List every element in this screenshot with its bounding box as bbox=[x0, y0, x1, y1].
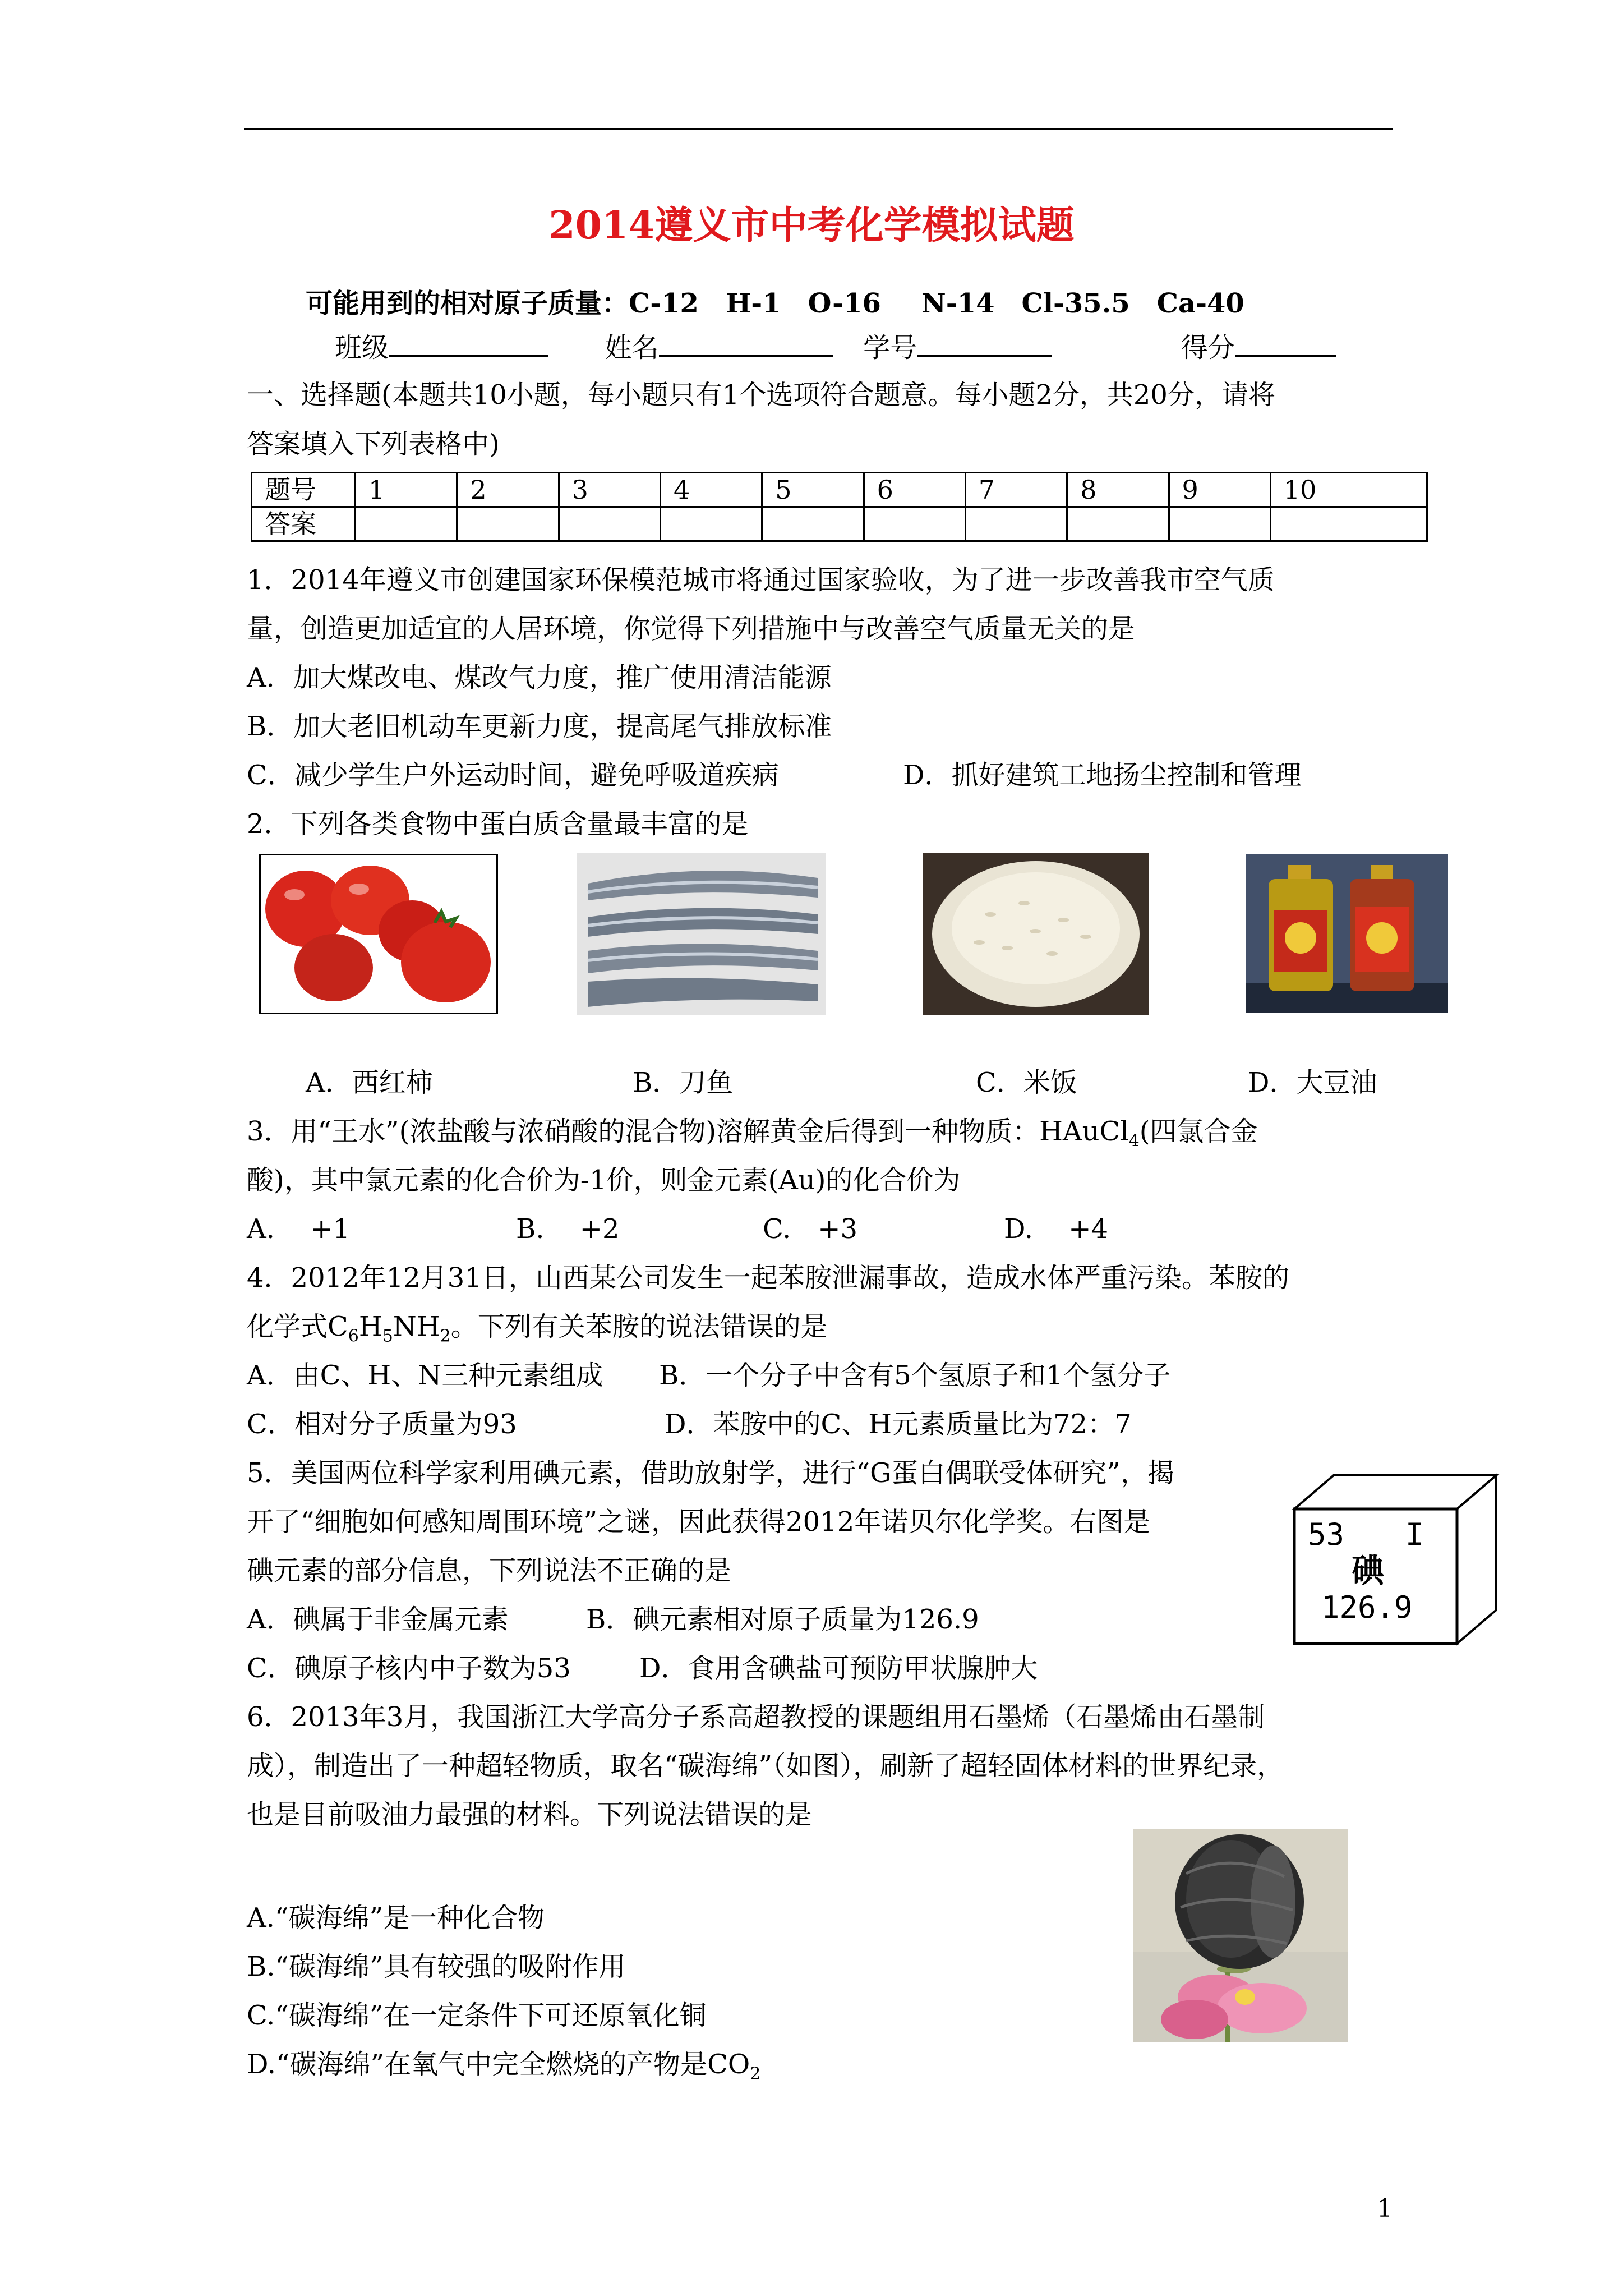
q4-subscript: 5 bbox=[382, 1326, 393, 1346]
question-number-cell: 7 bbox=[965, 473, 1067, 507]
atomic-mass-item: H-1 bbox=[725, 288, 781, 319]
number-blank[interactable] bbox=[917, 328, 1052, 357]
table-row bbox=[252, 507, 1427, 541]
answer-cell[interactable] bbox=[457, 507, 559, 541]
answer-cell[interactable] bbox=[762, 507, 864, 541]
q6-stem-line2: 成），制造出了一种超轻物质，取名“碳海绵”（如图），刷新了超轻固体材料的世界纪录， bbox=[247, 1750, 1284, 1782]
answer-cell[interactable] bbox=[356, 507, 457, 541]
name-blank[interactable] bbox=[659, 328, 833, 357]
atomic-mass-line bbox=[306, 287, 1244, 320]
answer-cell[interactable] bbox=[1270, 507, 1427, 541]
q1-option-a: A．加大煤改电、煤改气力度，推广使用清洁能源 bbox=[247, 662, 832, 693]
q4-subscript: 6 bbox=[348, 1326, 359, 1346]
answer-cell[interactable] bbox=[1067, 507, 1169, 541]
answer-cell[interactable] bbox=[1169, 507, 1270, 541]
q1-stem-line2: 量，创造更加适宜的人居环境，你觉得下列措施中与改善空气质量无关的是 bbox=[247, 613, 1136, 645]
info-fields bbox=[335, 328, 1336, 365]
q3-stem-text: (四氯合金 bbox=[1139, 1116, 1258, 1147]
q5-option-c: C．碘原子核内中子数为53 bbox=[247, 1653, 571, 1684]
name-label: 姓名 bbox=[605, 332, 659, 364]
q4-option-d: D．苯胺中的C、H元素质量比为72：7 bbox=[665, 1409, 1132, 1440]
q2-stem: 2．下列各类食物中蛋白质含量最丰富的是 bbox=[247, 808, 749, 840]
q5-stem-line1: 5．美国两位科学家利用碘元素，借助放射学，进行“G蛋白偶联受体研究”，揭 bbox=[247, 1457, 1174, 1489]
q1-option-d: D．抓好建筑工地扬尘控制和管理 bbox=[903, 760, 1302, 791]
question-number-cell: 1 bbox=[356, 473, 457, 507]
q4-option-c: C．相对分子质量为93 bbox=[247, 1409, 517, 1440]
atomic-mass-item: O-16 bbox=[808, 288, 881, 319]
q5-stem-line2: 开了“细胞如何感知周围环境”之谜，因此获得2012年诺贝尔化学奖。右图是 bbox=[247, 1506, 1151, 1538]
atomic-mass-item: Ca-40 bbox=[1156, 288, 1244, 319]
q4-stem-text: H bbox=[358, 1311, 382, 1342]
q6-option-c: C.“碳海绵”在一定条件下可还原氧化铜 bbox=[247, 2000, 707, 2031]
q3-option-a: A. +1 bbox=[247, 1213, 350, 1245]
q2-option-c: C．米饭 bbox=[976, 1067, 1077, 1098]
question-number-cell: 6 bbox=[864, 473, 965, 507]
q5-option-b: B．碘元素相对原子质量为126.9 bbox=[586, 1604, 979, 1635]
q6-option-d bbox=[247, 2047, 761, 2084]
score-blank[interactable] bbox=[1235, 328, 1336, 357]
q4-subscript: 2 bbox=[440, 1326, 451, 1346]
atomic-mass-label: 可能用到的相对原子质量： bbox=[306, 288, 629, 319]
q4-stem-line1: 4．2012年12月31日，山西某公司发生一起苯胺泄漏事故，造成水体严重污染。苯胺的 bbox=[247, 1262, 1289, 1294]
fish-image bbox=[577, 853, 826, 1015]
q3-option-c: C. +3 bbox=[763, 1213, 858, 1245]
q2-option-b: B．刀鱼 bbox=[633, 1067, 734, 1098]
q4-stem-text: 化学式C bbox=[247, 1311, 348, 1342]
q6-option-a: A.“碳海绵”是一种化合物 bbox=[247, 1902, 545, 1934]
header-rule bbox=[244, 128, 1393, 130]
q2-option-d: D．大豆油 bbox=[1248, 1067, 1377, 1098]
question-number-cell: 3 bbox=[559, 473, 660, 507]
question-number-cell: 5 bbox=[762, 473, 864, 507]
answer-table bbox=[251, 472, 1428, 542]
element-atomic-number: 53 bbox=[1308, 1517, 1345, 1552]
q6-option-d-text: D.“碳海绵”在氧气中完全燃烧的产物是CO bbox=[247, 2049, 750, 2080]
q2-option-a: A．西红柿 bbox=[306, 1067, 433, 1098]
q6-subscript: 2 bbox=[750, 2064, 761, 2084]
q5-option-d: D．食用含碘盐可预防甲状腺肿大 bbox=[639, 1653, 1038, 1684]
q1-stem-line1: 1．2014年遵义市创建国家环保模范城市将通过国家验收，为了进一步改善我市空气质 bbox=[247, 564, 1275, 596]
score-label: 得分 bbox=[1181, 332, 1235, 364]
page-title: 2014遵义市中考化学模拟试题 bbox=[548, 203, 1075, 248]
answer-cell[interactable] bbox=[660, 507, 762, 541]
q3-option-d: D. +4 bbox=[1004, 1213, 1109, 1245]
iodine-element-card bbox=[1272, 1470, 1507, 1655]
section1-line1: 一、选择题(本题共10小题，每小题只有1个选项符合题意。每小题2分，共20分，请将 bbox=[247, 379, 1275, 411]
q1-option-b: B．加大老旧机动车更新力度，提高尾气排放标准 bbox=[247, 711, 832, 742]
q3-stem-line1 bbox=[247, 1115, 1258, 1151]
atomic-mass-item: N-14 bbox=[921, 288, 995, 319]
q6-option-b: B.“碳海绵”具有较强的吸附作用 bbox=[247, 1951, 626, 1982]
table-row-label: 题号 bbox=[252, 473, 356, 507]
element-symbol: I bbox=[1405, 1517, 1424, 1552]
q3-subscript: 4 bbox=[1128, 1131, 1140, 1151]
tomato-image bbox=[259, 854, 498, 1014]
carbon-sponge-image bbox=[1133, 1829, 1348, 2042]
answer-cell[interactable] bbox=[864, 507, 965, 541]
soybean-oil-image bbox=[1246, 854, 1448, 1013]
question-number-cell: 4 bbox=[660, 473, 762, 507]
section1-line2: 答案填入下列表格中) bbox=[247, 429, 500, 460]
question-number-cell: 9 bbox=[1169, 473, 1270, 507]
class-blank[interactable] bbox=[389, 328, 548, 357]
q4-option-b: B．一个分子中含有5个氢原子和1个氢分子 bbox=[659, 1360, 1171, 1391]
question-number-cell: 10 bbox=[1270, 473, 1427, 507]
page-number: 1 bbox=[1377, 2194, 1393, 2223]
q4-stem-text: NH bbox=[393, 1311, 440, 1342]
table-row bbox=[252, 473, 1427, 507]
q1-option-c: C．减少学生户外运动时间，避免呼吸道疾病 bbox=[247, 760, 779, 791]
q3-stem-text: 3．用“王水”(浓盐酸与浓硝酸的混合物)溶解黄金后得到一种物质：HAuCl bbox=[247, 1116, 1129, 1147]
number-label: 学号 bbox=[863, 332, 917, 364]
atomic-mass-item: C-12 bbox=[629, 288, 699, 319]
q6-stem-line3: 也是目前吸油力最强的材料。下列说法错误的是 bbox=[247, 1799, 813, 1830]
q6-stem-line1: 6．2013年3月，我国浙江大学高分子系高超教授的课题组用石墨烯（石墨烯由石墨制 bbox=[247, 1701, 1265, 1733]
q5-option-a: A．碘属于非金属元素 bbox=[247, 1604, 509, 1635]
element-mass: 126.9 bbox=[1321, 1590, 1413, 1625]
q4-stem-line2 bbox=[247, 1310, 828, 1346]
question-number-cell: 8 bbox=[1067, 473, 1169, 507]
atomic-mass-item: Cl-35.5 bbox=[1021, 288, 1130, 319]
answer-cell[interactable] bbox=[559, 507, 660, 541]
table-row-label: 答案 bbox=[252, 507, 356, 541]
q3-option-b: B. +2 bbox=[516, 1213, 620, 1245]
q4-option-a: A．由C、H、N三种元素组成 bbox=[247, 1360, 603, 1391]
question-number-cell: 2 bbox=[457, 473, 559, 507]
q5-stem-line3: 碘元素的部分信息，下列说法不正确的是 bbox=[247, 1555, 732, 1586]
answer-cell[interactable] bbox=[965, 507, 1067, 541]
q3-stem-line2: 酸)，其中氯元素的化合价为-1价，则金元素(Au)的化合价为 bbox=[247, 1165, 961, 1196]
rice-image bbox=[923, 853, 1149, 1015]
class-label: 班级 bbox=[335, 332, 389, 364]
element-name: 碘 bbox=[1352, 1552, 1385, 1590]
q4-stem-text: 。下列有关苯胺的说法错误的是 bbox=[450, 1311, 828, 1342]
